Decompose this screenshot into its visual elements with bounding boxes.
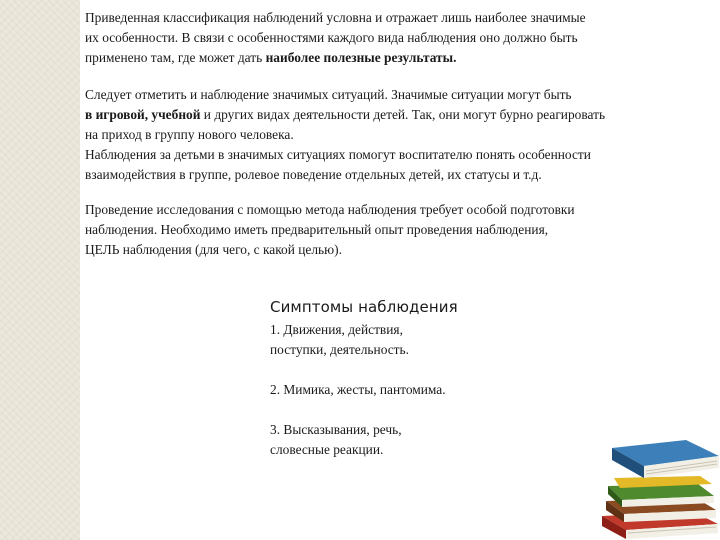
text-line: взаимодействия в группе, ролевое поведение отдельных детей, их статусы и т.д.	[85, 167, 542, 182]
paragraph-classification	[85, 8, 586, 68]
symptom-item	[270, 420, 530, 460]
text-line: наблюдения. Необходимо иметь предварительный опыт проведения наблюдения,	[85, 222, 549, 237]
decorative-side-band	[0, 0, 80, 540]
text-line	[85, 105, 605, 125]
emphasis-text: в игровой, учебной	[85, 107, 201, 122]
text-line: Приведенная классификация наблюдений условна и отражает лишь наиболее значимые	[85, 10, 586, 25]
text-segment: и других видах деятельности детей. Так, они могут бурно реагировать	[200, 107, 606, 122]
text-line: на приход в группу нового человека.	[85, 127, 294, 142]
paragraph-preparation	[85, 200, 575, 260]
text-line: Проведение исследования с помощью метода наблюдения требует особой подготовки	[85, 202, 575, 217]
text-segment: применено там, где может дать	[85, 50, 266, 65]
text-line: ЦЕЛЬ наблюдения (для чего, с какой целью).	[85, 242, 342, 257]
paragraph-significant-situations	[85, 85, 605, 185]
symptom-item	[270, 380, 530, 400]
symptoms-title: Симптомы наблюдения	[270, 298, 458, 316]
text-line: Наблюдения за детьми в значимых ситуациях помогут воспитателю понять особенности	[85, 147, 591, 162]
symptoms-block	[270, 298, 530, 480]
emphasis-text: наиболее полезные результаты.	[265, 50, 457, 65]
text-line: их особенности. В связи с особенностями каждого вида наблюдения оно должно быть	[85, 30, 578, 45]
symptom-line: словесные реакции.	[270, 442, 384, 457]
text-line: Следует отметить и наблюдение значимых ситуаций. Значимые ситуации могут быть	[85, 87, 572, 102]
symptom-line: 3. Высказывания, речь,	[270, 422, 402, 437]
symptom-line: поступки, деятельность.	[270, 342, 409, 357]
text-line	[85, 48, 586, 68]
symptom-line: 1. Движения, действия,	[270, 322, 403, 337]
symptom-item	[270, 320, 530, 360]
symptom-line: 2. Мимика, жесты, пантомима.	[270, 382, 446, 397]
book-stack-icon	[598, 438, 720, 540]
